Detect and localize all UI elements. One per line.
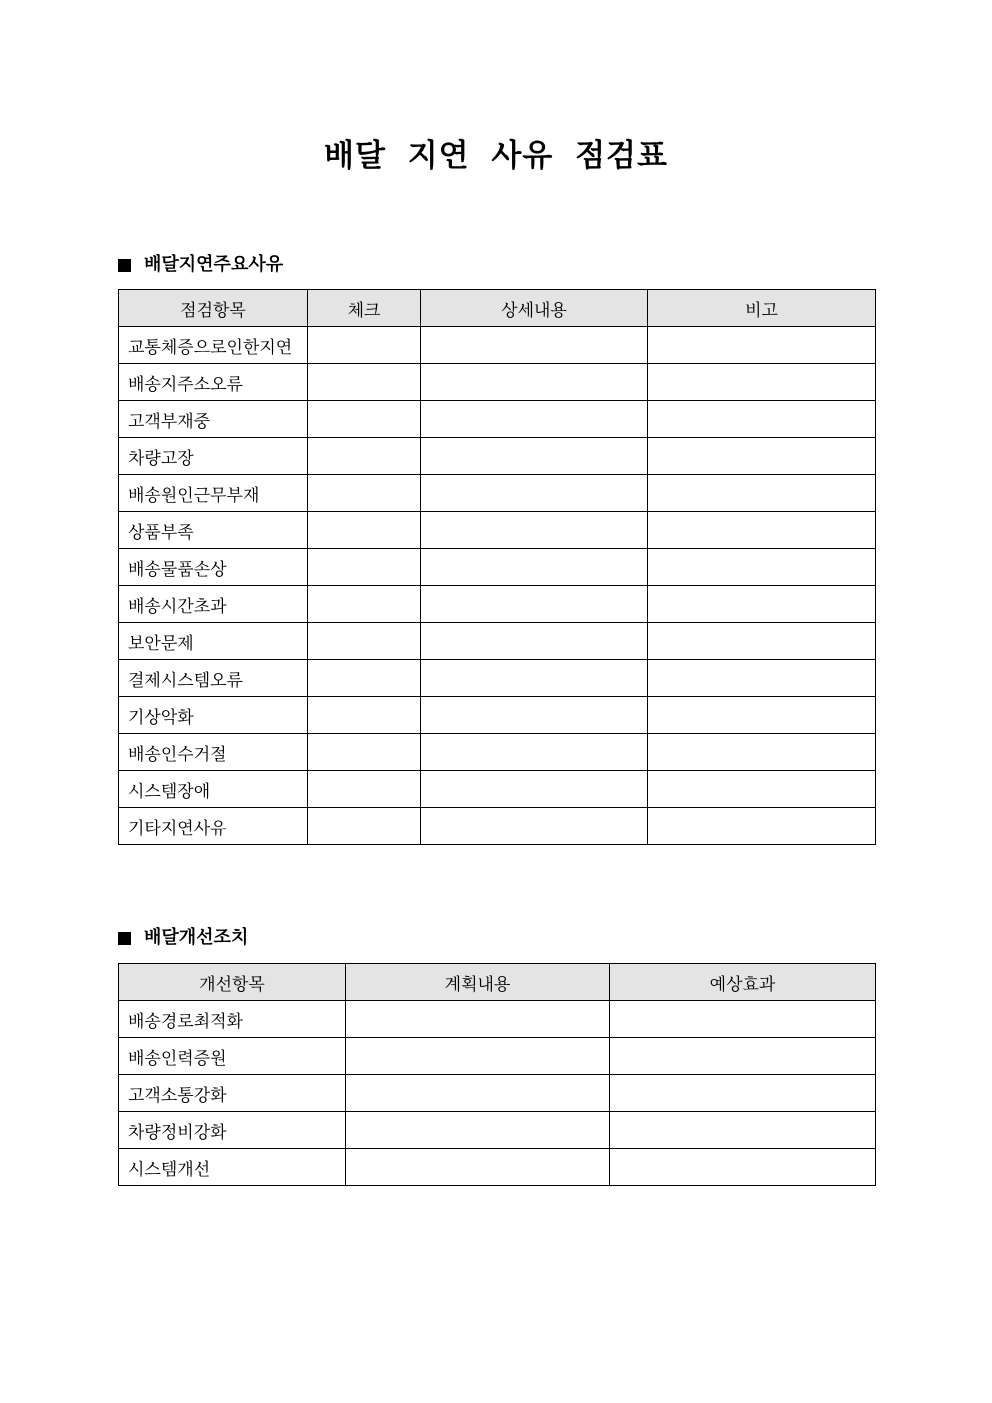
row-label: 결제시스템오류 <box>119 660 308 697</box>
check-cell[interactable] <box>308 734 421 771</box>
column-header-details: 상세내용 <box>421 290 648 327</box>
table-header-row <box>119 290 876 327</box>
table-row <box>119 1112 876 1149</box>
check-cell[interactable] <box>308 771 421 808</box>
row-label: 상품부족 <box>119 512 308 549</box>
improvement-actions-table <box>118 963 876 1186</box>
table-row <box>119 1001 876 1038</box>
column-header-remarks: 비고 <box>648 290 876 327</box>
check-cell[interactable] <box>308 364 421 401</box>
row-label: 시스템개선 <box>119 1149 346 1186</box>
improvement-actions-table-body <box>119 1001 876 1186</box>
row-label: 배송인력증원 <box>119 1038 346 1075</box>
remarks-cell[interactable] <box>648 327 876 364</box>
row-label: 기타지연사유 <box>119 808 308 845</box>
remarks-cell[interactable] <box>648 771 876 808</box>
column-header-improvement-item: 개선항목 <box>119 964 346 1001</box>
table-row <box>119 808 876 845</box>
check-cell[interactable] <box>308 808 421 845</box>
section-heading-delay-reasons <box>118 253 283 277</box>
details-cell[interactable] <box>421 734 648 771</box>
delay-reasons-table <box>118 289 876 845</box>
square-bullet-icon <box>118 932 131 945</box>
details-cell[interactable] <box>421 549 648 586</box>
check-cell[interactable] <box>308 697 421 734</box>
plan-cell[interactable] <box>346 1112 610 1149</box>
expected-effect-cell[interactable] <box>610 1149 876 1186</box>
table-row <box>119 512 876 549</box>
section-heading-label: 배달개선조치 <box>144 927 249 948</box>
remarks-cell[interactable] <box>648 808 876 845</box>
column-header-plan: 계획내용 <box>346 964 610 1001</box>
details-cell[interactable] <box>421 697 648 734</box>
remarks-cell[interactable] <box>648 660 876 697</box>
row-label: 시스템장애 <box>119 771 308 808</box>
row-label: 기상악화 <box>119 697 308 734</box>
check-cell[interactable] <box>308 401 421 438</box>
row-label: 배송경로최적화 <box>119 1001 346 1038</box>
plan-cell[interactable] <box>346 1001 610 1038</box>
table-row <box>119 401 876 438</box>
details-cell[interactable] <box>421 327 648 364</box>
remarks-cell[interactable] <box>648 549 876 586</box>
details-cell[interactable] <box>421 364 648 401</box>
remarks-cell[interactable] <box>648 734 876 771</box>
column-header-check-item: 점검항목 <box>119 290 308 327</box>
remarks-cell[interactable] <box>648 438 876 475</box>
expected-effect-cell[interactable] <box>610 1001 876 1038</box>
row-label: 배송인수거절 <box>119 734 308 771</box>
expected-effect-cell[interactable] <box>610 1112 876 1149</box>
delay-reasons-table-body <box>119 327 876 845</box>
row-label: 차량정비강화 <box>119 1112 346 1149</box>
remarks-cell[interactable] <box>648 623 876 660</box>
row-label: 고객소통강화 <box>119 1075 346 1112</box>
details-cell[interactable] <box>421 438 648 475</box>
check-cell[interactable] <box>308 660 421 697</box>
table-row <box>119 549 876 586</box>
table-row <box>119 734 876 771</box>
row-label: 배송원인근무부재 <box>119 475 308 512</box>
row-label: 배송물품손상 <box>119 549 308 586</box>
details-cell[interactable] <box>421 771 648 808</box>
plan-cell[interactable] <box>346 1038 610 1075</box>
square-bullet-icon <box>118 259 131 272</box>
table-row <box>119 438 876 475</box>
row-label: 보안문제 <box>119 623 308 660</box>
check-cell[interactable] <box>308 623 421 660</box>
table-row <box>119 623 876 660</box>
table-row <box>119 475 876 512</box>
check-cell[interactable] <box>308 475 421 512</box>
table-row <box>119 1038 876 1075</box>
table-row <box>119 660 876 697</box>
row-label: 차량고장 <box>119 438 308 475</box>
table-row <box>119 586 876 623</box>
table-row <box>119 364 876 401</box>
remarks-cell[interactable] <box>648 475 876 512</box>
remarks-cell[interactable] <box>648 401 876 438</box>
table-row <box>119 1149 876 1186</box>
section-heading-improvements <box>118 926 248 950</box>
column-header-check: 체크 <box>308 290 421 327</box>
details-cell[interactable] <box>421 475 648 512</box>
section-heading-label: 배달지연주요사유 <box>144 254 284 275</box>
column-header-expected-effect: 예상효과 <box>610 964 876 1001</box>
remarks-cell[interactable] <box>648 697 876 734</box>
check-cell[interactable] <box>308 512 421 549</box>
check-cell[interactable] <box>308 438 421 475</box>
check-cell[interactable] <box>308 586 421 623</box>
row-label: 배송시간초과 <box>119 586 308 623</box>
check-cell[interactable] <box>308 549 421 586</box>
plan-cell[interactable] <box>346 1149 610 1186</box>
table-row <box>119 327 876 364</box>
details-cell[interactable] <box>421 586 648 623</box>
details-cell[interactable] <box>421 808 648 845</box>
table-row <box>119 771 876 808</box>
remarks-cell[interactable] <box>648 512 876 549</box>
check-cell[interactable] <box>308 327 421 364</box>
details-cell[interactable] <box>421 401 648 438</box>
row-label: 교통체증으로인한지연 <box>119 327 308 364</box>
row-label: 배송지주소오류 <box>119 364 308 401</box>
expected-effect-cell[interactable] <box>610 1075 876 1112</box>
remarks-cell[interactable] <box>648 586 876 623</box>
remarks-cell[interactable] <box>648 364 876 401</box>
details-cell[interactable] <box>421 623 648 660</box>
details-cell[interactable] <box>421 512 648 549</box>
expected-effect-cell[interactable] <box>610 1038 876 1075</box>
table-row <box>119 1075 876 1112</box>
table-row <box>119 697 876 734</box>
page-title: 배달 지연 사유 점검표 <box>324 138 668 174</box>
details-cell[interactable] <box>421 660 648 697</box>
plan-cell[interactable] <box>346 1075 610 1112</box>
row-label: 고객부재중 <box>119 401 308 438</box>
table-header-row <box>119 964 876 1001</box>
